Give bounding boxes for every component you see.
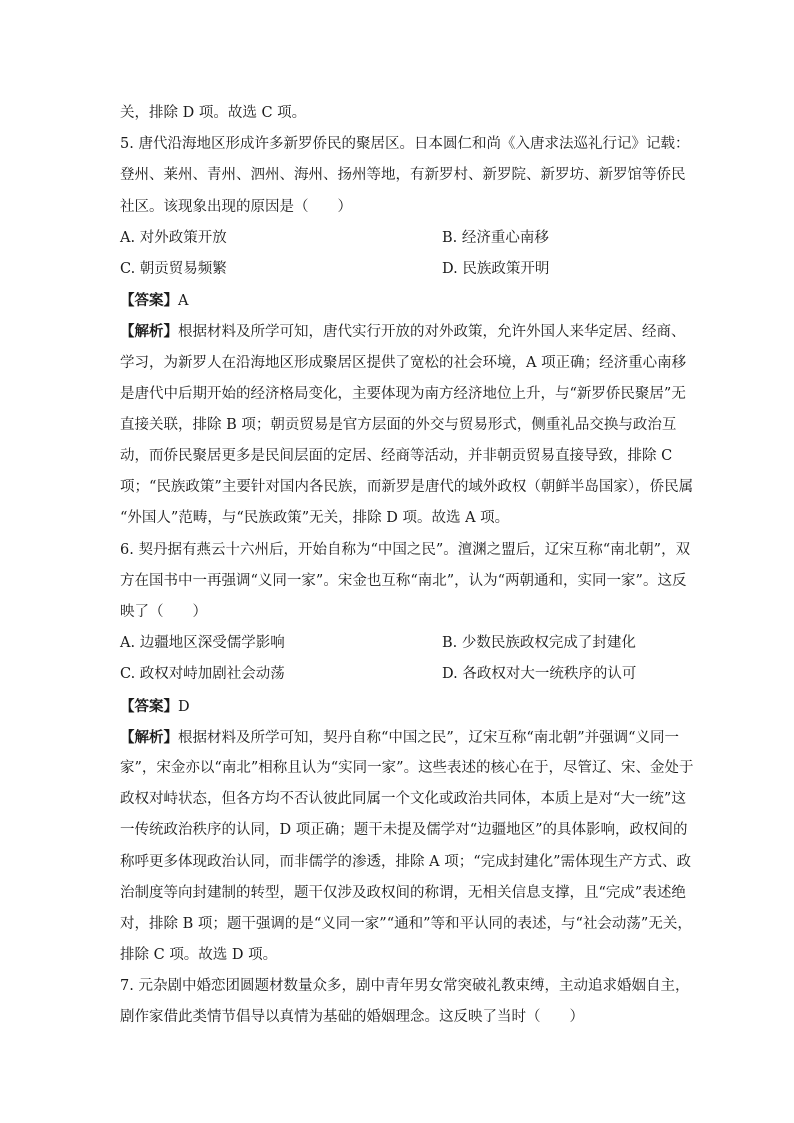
analysis-line: 家”，宋金亦以“南北”相称且认为“实同一家”。这些表述的核心在于，尽管辽、宋、金处于	[120, 759, 694, 776]
analysis-text: 根据材料及所学可知，唐代实行开放的对外政策，允许外国人来华定居、经商、	[178, 324, 686, 341]
question-stem-line: 登州、莱州、青州、泗州、海州、扬州等地，有新罗村、新罗院、新罗坊、新罗馆等侨民	[120, 167, 686, 184]
previous-analysis-tail: 关，排除 D 项。故选 C 项。	[120, 105, 307, 121]
option-a: A. 边疆地区深受儒学影响	[120, 635, 285, 652]
analysis-line	[120, 722, 680, 753]
question-stem-line: 7. 元杂剧中婚恋团圆题材数量众多，剧中青年男女常突破礼教束缚，主动追求婚姻自主，	[120, 978, 690, 995]
question-5	[120, 129, 694, 534]
analysis-text: 根据材料及所学可知，契丹自称“中国之民”，辽宋互称“南北朝”并强调“义同一	[178, 729, 680, 746]
option-c: C. 朝贡贸易频繁	[120, 260, 227, 277]
analysis-line: 直接关联，排除 B 项；朝贡贸易是官方层面的外交与贸易形式，侧重礼品交换与政治互	[120, 416, 677, 433]
analysis-line: 是唐代中后期开始的经济格局变化，主要体现为南方经济地位上升，与“新罗侨民聚居”无	[120, 385, 686, 402]
answer-value: D	[178, 698, 190, 715]
option-d: D. 民族政策开明	[442, 260, 550, 277]
question-7	[120, 971, 690, 1033]
answer-line	[120, 285, 676, 316]
question-stem-line: 方在国书中一再强调“义同一家”。宋金也互称“南北”，认为“两朝通和，实同一家”。这反	[120, 572, 687, 589]
analysis-line: 排除 C 项。故选 D 项。	[120, 947, 278, 964]
option-c: C. 政权对峙加剧社会动荡	[120, 666, 285, 683]
analysis-line: 对，排除 B 项；题干强调的是“义同一家”“通和”等和平认同的表述，与“社会动荡”无关，	[120, 915, 692, 932]
analysis-line: 项；“民族政策”主要针对国内各民族，而新罗是唐代的域外政权（朝鲜半岛国家），侨民属	[120, 479, 694, 496]
question-stem-line: 映了（ ）	[120, 604, 207, 620]
option-b: B. 经济重心南移	[442, 229, 549, 246]
option-b: B. 少数民族政权完成了封建化	[442, 635, 636, 652]
question-stem-line: 社区。该现象出现的原因是（ ）	[120, 198, 352, 215]
analysis-line: 称呼更多体现政治认同，而非儒学的渗透，排除 A 项；“完成封建化”需体现生产方式、政	[120, 853, 692, 870]
answer-value: A	[178, 293, 189, 310]
analysis-line: 政权对峙状态，但各方均不否认彼此同属一个文化或政治共同体，本质上是对“大一统”这	[120, 791, 686, 808]
analysis-line	[120, 316, 686, 347]
analysis-line: 学习，为新罗人在沿海地区形成聚居区提供了宽松的社会环境，A 项正确；经济重心南移	[120, 354, 687, 371]
analysis-tag: 【解析】	[120, 728, 178, 746]
answer-tag: 【答案】	[120, 697, 178, 715]
options-row	[120, 254, 676, 285]
answer-line	[120, 691, 676, 722]
answer-tag: 【答案】	[120, 292, 178, 310]
analysis-line: “外国人”范畴，与“民族政策”无关，排除 D 项。故选 A 项。	[120, 510, 510, 527]
option-a: A. 对外政策开放	[120, 229, 227, 246]
question-stem-line: 6. 契丹据有燕云十六州后，开始自称为“中国之民”。澶渊之盟后，辽宋互称“南北朝”，双	[120, 541, 691, 558]
question-6	[120, 535, 694, 972]
analysis-tag: 【解析】	[120, 323, 178, 341]
options-row	[120, 628, 676, 659]
options-row	[120, 223, 676, 254]
analysis-line: 动，而侨民聚居更多是民间层面的定居、经商等活动，并非朝贡贸易直接导致，排除 C	[120, 448, 673, 465]
analysis-line: 一传统政治秩序的认同，D 项正确；题干未提及儒学对“边疆地区”的具体影响，政权间的	[120, 822, 688, 839]
options-row	[120, 659, 676, 690]
option-d: D. 各政权对大一统秩序的认可	[442, 666, 637, 683]
question-stem-line: 剧作家借此类情节倡导以真情为基础的婚姻理念。这反映了当时（ ）	[120, 1009, 584, 1026]
analysis-line: 治制度等向封建制的转型，题干仅涉及政权间的称谓，无相关信息支撑，且“完成”表述绝	[120, 884, 686, 901]
question-stem-line: 5. 唐代沿海地区形成许多新罗侨民的聚居区。日本圆仁和尚《入唐求法巡礼行记》记载：	[120, 136, 690, 153]
document-content	[120, 98, 694, 1034]
